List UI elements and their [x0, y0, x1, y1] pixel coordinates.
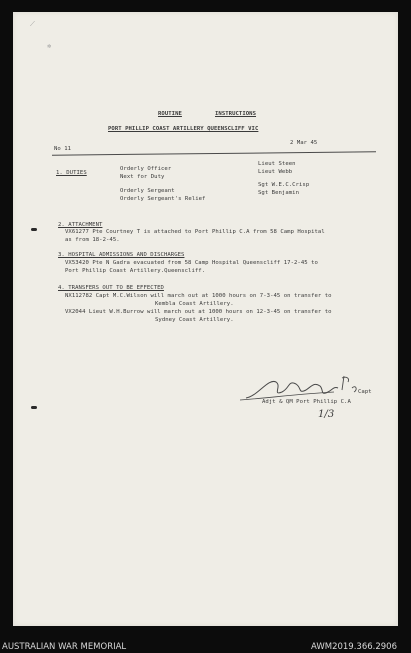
- title-routine: ROUTINE: [158, 111, 182, 117]
- signature-block: Adjt & QM Port Phillip C.A: [262, 399, 351, 405]
- transfers-line: VX2044 Lieut W.H.Burrow will march out at 1000 hours on 12-3-45 on transfer to: [65, 309, 332, 315]
- transfers-line: NX112782 Capt M.C.Wilson will march out at 1000 hours on 7-3-45 on transfer to: [65, 293, 332, 299]
- punch-hole: [31, 406, 37, 409]
- document-number: No 11: [54, 146, 72, 152]
- admissions-heading: 3. HOSPITAL ADMISSIONS AND DISCHARGES: [58, 252, 185, 258]
- transfers-line: Kembla Coast Artillery.: [155, 301, 234, 307]
- attachment-heading: 2. ATTACHMENT: [58, 222, 103, 228]
- duty-name: Sgt W.E.C.Crisp: [258, 182, 310, 188]
- admissions-line: VX53420 Pte N Gadra evacuated from 58 Camp Hospital Queenscliff 17-2-45 to: [65, 260, 318, 266]
- duty-role: Next for Duty: [120, 174, 165, 180]
- transfers-heading: 4. TRANSFERS OUT TO BE EFFECTED: [58, 285, 164, 291]
- attachment-line: as from 18-2-45.: [65, 237, 120, 243]
- unit-name: PORT PHILLIP COAST ARTILLERY QUEENSCLIFF VIC: [108, 126, 259, 132]
- duty-name: Lieut Webb: [258, 169, 293, 175]
- title-instructions: INSTRUCTIONS: [215, 111, 257, 117]
- duty-name: Sgt Benjamin: [258, 190, 300, 196]
- duty-role: Orderly Sergeant: [120, 188, 175, 194]
- footer-institution: AUSTRALIAN WAR MEMORIAL: [2, 642, 127, 652]
- admissions-line: Port Phillip Coast Artillery.Queenscliff.: [65, 268, 206, 274]
- duty-role: Orderly Sergeant's Relief: [120, 196, 206, 202]
- pencil-mark: ✲: [47, 42, 52, 50]
- duty-name: Lieut Steen: [258, 161, 296, 167]
- duty-role: Orderly Officer: [120, 166, 172, 172]
- pencil-mark: ⟋: [30, 20, 35, 28]
- signature-initial: 1/3: [318, 409, 335, 420]
- duties-heading: 1. DUTIES: [56, 170, 87, 176]
- document-date: 2 Mar 45: [290, 140, 318, 146]
- attachment-line: VX61277 Pte Courtney T is attached to Port Phillip C.A from 58 Camp Hospital: [65, 229, 325, 235]
- signature-rank: Capt: [358, 389, 372, 395]
- punch-hole: [31, 228, 37, 231]
- footer-accession-number: AWM2019.366.2906: [311, 642, 397, 652]
- transfers-line: Sydney Coast Artillery.: [155, 317, 234, 323]
